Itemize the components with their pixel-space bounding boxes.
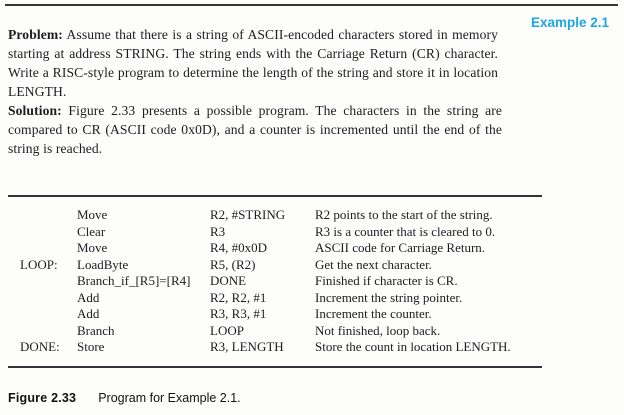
- program-mnemonic: Add: [77, 289, 100, 305]
- figure-caption: [8, 391, 241, 405]
- solution-label: Solution:: [8, 102, 62, 118]
- program-comment: ASCII code for Carriage Return.: [315, 240, 486, 255]
- program-label: [20, 323, 77, 340]
- program-operands: R3: [210, 223, 226, 239]
- program-label: [20, 306, 77, 323]
- program-comment: Store the count in location LENGTH.: [315, 339, 511, 354]
- program-mnemonic: Move: [77, 207, 108, 222]
- program-mnemonic: Move: [77, 240, 108, 255]
- program-listing-body: [8, 207, 542, 356]
- program-label: [20, 290, 77, 307]
- program-mnemonic: Add: [77, 306, 100, 321]
- program-mnemonic: Store: [77, 339, 105, 354]
- problem-text: Assume that there is a string of ASCII-encoded characters stored in memory starting at address STRING. The string ends with the Carriage Return (CR) character. Write a RISC-style program to determine the length of the string and store it in location LENGTH.: [8, 26, 498, 99]
- example-badge: Example 2.1: [531, 15, 610, 30]
- program-row: [8, 290, 542, 307]
- program-row: [8, 323, 542, 340]
- program-mnemonic: Branch_if_[R5]=[R4]: [77, 273, 191, 288]
- program-operands: R2, R2, #1: [210, 289, 267, 305]
- program-label: [20, 273, 77, 290]
- program-mnemonic: LoadByte: [77, 256, 129, 272]
- problem-paragraph: [8, 25, 498, 101]
- program-row: [8, 224, 542, 241]
- program-row: [8, 240, 542, 257]
- program-operands: R3, R3, #1: [210, 306, 267, 321]
- program-mnemonic: Clear: [77, 223, 106, 239]
- program-comment: R2 points to the start of the string.: [315, 207, 493, 222]
- solution-paragraph: [8, 101, 502, 158]
- solution-text: Figure 2.33 presents a possible program. The characters in the string are compared to CR (ASCII code 0x0D), and a counter is incremented until the end of the string is reached.: [8, 102, 503, 156]
- program-comment: Increment the string pointer.: [315, 289, 463, 305]
- program-label: DONE:: [20, 339, 60, 354]
- program-comment: Get the next character.: [315, 256, 432, 272]
- program-label: [20, 240, 77, 257]
- program-operands: R2, #STRING: [210, 207, 286, 222]
- program-operands: DONE: [210, 273, 247, 288]
- program-operands: LOOP: [210, 322, 244, 338]
- program-row: [8, 339, 542, 356]
- program-comment: Not finished, loop back.: [315, 322, 441, 338]
- program-operands: R4, #0x0D: [210, 240, 268, 255]
- program-label: LOOP:: [20, 256, 58, 272]
- top-divider: [5, 4, 618, 6]
- figure-caption-label: Figure 2.33: [8, 391, 77, 405]
- program-row: [8, 207, 542, 224]
- program-listing: [8, 195, 542, 368]
- program-row: [8, 273, 542, 290]
- problem-label: Problem:: [8, 26, 63, 42]
- figure-caption-text: Program for Example 2.1.: [98, 391, 241, 405]
- program-comment: Finished if character is CR.: [315, 273, 458, 288]
- program-row: [8, 306, 542, 323]
- program-comment: R3 is a counter that is cleared to 0.: [315, 223, 496, 239]
- program-label: [20, 224, 77, 241]
- program-operands: R3, LENGTH: [210, 339, 284, 354]
- program-label: [20, 207, 77, 224]
- program-comment: Increment the counter.: [315, 306, 432, 321]
- program-mnemonic: Branch: [77, 322, 115, 338]
- program-row: [8, 257, 542, 274]
- program-operands: R5, (R2): [210, 256, 256, 272]
